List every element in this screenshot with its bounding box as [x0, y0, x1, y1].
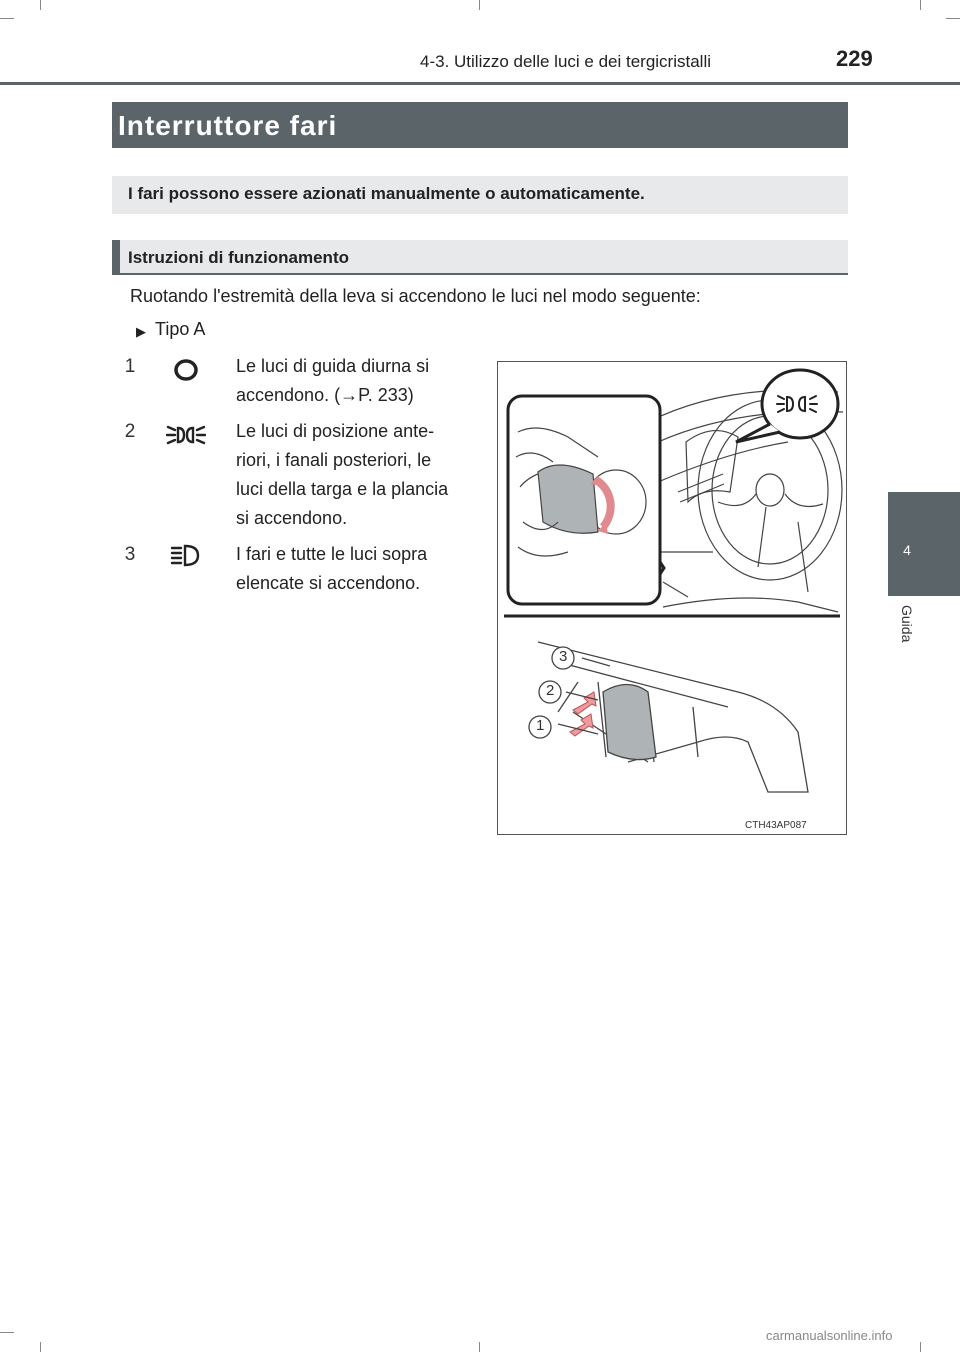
- item-number: 1: [124, 356, 136, 377]
- crop-mark: [40, 0, 41, 10]
- figure-code: CTH43AP087: [745, 820, 807, 831]
- callout-label: 1: [536, 717, 545, 734]
- crop-mark: [0, 1332, 14, 1333]
- intro-text: I fari possono essere azionati manualmente o automaticamente.: [128, 184, 645, 203]
- crop-mark: [479, 1342, 480, 1352]
- position-lights-icon: [166, 420, 202, 450]
- item-description: I fari e tutte le luci sopra elencate si accendono.: [236, 544, 428, 593]
- crop-mark: [946, 18, 960, 19]
- headlights-icon: [170, 541, 206, 571]
- item-description: Le luci di posizione ante- riori, i fanali posteriori, le luci della targa e la plancia si accendono.: [236, 421, 449, 528]
- footer-watermark[interactable]: carmanualsonline.info: [766, 1328, 893, 1343]
- item-description: Le luci di guida diurna si accendono. (→P. 233): [236, 356, 430, 405]
- item-number: 2: [124, 421, 136, 442]
- page-title: Interruttore fari: [118, 110, 338, 141]
- bullet-arrow-icon: ▶: [136, 324, 146, 339]
- section-marker: [112, 240, 120, 274]
- chapter-number: 4: [903, 542, 911, 558]
- daytime-running-light-icon: [170, 355, 206, 385]
- callout-label: 2: [546, 682, 555, 699]
- section-title: Istruzioni di funzionamento: [128, 248, 349, 267]
- crop-mark: [920, 0, 921, 10]
- crop-mark: [920, 1342, 921, 1352]
- chapter-label: [897, 605, 919, 665]
- page-number: 229: [836, 46, 873, 71]
- crop-mark: [40, 1342, 41, 1352]
- figure-drawing: [498, 362, 846, 834]
- type-label: Tipo A: [155, 319, 206, 339]
- crop-mark: [479, 0, 480, 10]
- header-rule: [0, 82, 960, 85]
- item-number: 3: [124, 544, 136, 565]
- chapter-label-text: Guida: [899, 605, 915, 643]
- callout-label: 3: [559, 648, 568, 665]
- headlight-switch-illustration: [497, 361, 847, 835]
- crop-mark: [0, 18, 14, 19]
- section-underline: [112, 273, 848, 275]
- running-header: 4-3. Utilizzo delle luci e dei tergicristalli: [420, 52, 712, 71]
- lead-text: Ruotando l'estremità della leva si accendono le luci nel modo seguente:: [130, 286, 701, 306]
